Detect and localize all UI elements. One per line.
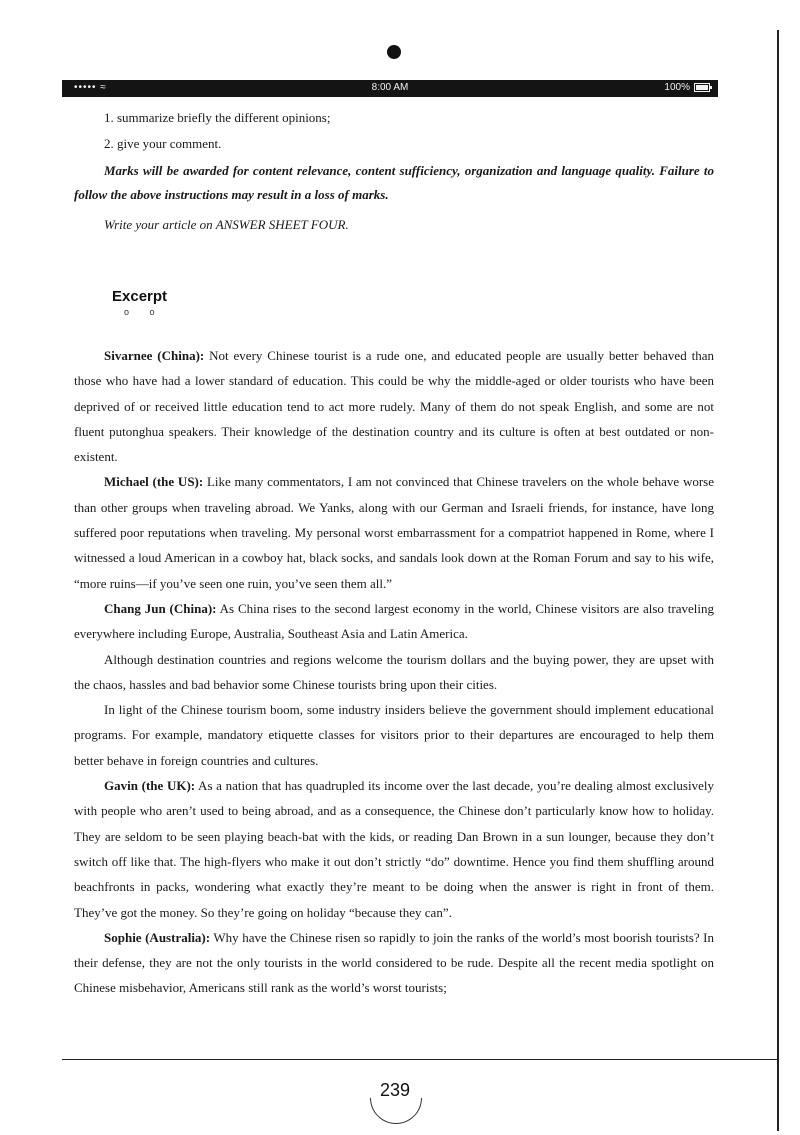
speaker-name: Sophie (Australia):: [104, 929, 211, 945]
status-bar: [62, 80, 718, 97]
footer-rule: [62, 1059, 779, 1060]
opinion-paragraph: [74, 343, 714, 469]
opinion-paragraph: [74, 925, 714, 1001]
battery-percent: 100%: [664, 82, 690, 93]
opinion-paragraph: [74, 469, 714, 595]
speaker-name: Gavin (the UK):: [104, 778, 196, 794]
excerpt-title: Excerpt: [112, 288, 168, 305]
opinion-paragraph: [74, 697, 714, 773]
camera-dot: [387, 45, 401, 59]
opinion-text: As China rises to the second largest economy in the world, Chinese visitors are also traveling everywhere including Europe, Australia, Southeast Asia and Latin America.: [74, 600, 714, 642]
excerpt-heading: [112, 288, 167, 317]
task-instructions: [74, 105, 714, 237]
speaker-name: Michael (the US):: [104, 474, 204, 490]
speaker-name: Sivarnee (China):: [104, 348, 205, 363]
battery-icon: [694, 83, 710, 92]
opinion-text: Why have the Chinese risen so rapidly to join the ranks of the world’s most boorish tourists? In their defense, they are not the only tourists in the world considered to be rude. Despite all the recent media spotlight on Chinese misbehavior, Americans still rank as the world’s worst tourists;: [74, 929, 715, 996]
excerpt-dots: o o: [124, 307, 164, 317]
status-time: 8:00 AM: [371, 82, 409, 93]
opinion-text: As a nation that has quadrupled its income over the last decade, you’re dealing almost exclusively with people who aren’t used to being abroad, and as a consequence, the Chinese don’t particularly know how to holiday. They are seldom to be seen playing beach-bat with the kids, or reading Dan Brown in a sun lounger, because they don’t switch off like that. The high-flyers who make it out don’t strictly “do” downtime. Hence you find them shuffling around beachfronts in packs, wondering what exactly they’re meant to be doing when the answer is right in front of them. They’ve got the money. So they’re going on holiday “because they can”.: [74, 778, 714, 920]
signal-indicator: ••••• ≈: [74, 82, 107, 93]
opinion-text: Although destination countries and regions welcome the tourism dollars and the buying power, they are upset with the chaos, hassles and bad behavior some Chinese tourists bring upon their cities.: [74, 651, 714, 692]
page-number: 239: [379, 1080, 411, 1100]
opinions-list: [74, 343, 714, 1001]
speaker-name: Chang Jun (China):: [104, 600, 217, 616]
opinion-text: Like many commentators, I am not convinced that Chinese travelers on the whole behave worse than other groups when traveling abroad. We Yanks, along with our German and Israeli friends, for instance, have long suffered poor reputations when traveling. My personal worst embarrassment for a compatriot happened in Rome, where I witnessed a loud American in a cowboy hat, black socks, and sandals look down at the Roman Forum and say to his wife, “more ruins—if you’ve seen one ruin, you’ve seen them all.”: [74, 474, 715, 591]
opinion-paragraph: [74, 596, 714, 647]
instruction-item: 2. give your comment.: [104, 136, 222, 151]
opinion-paragraph: [74, 773, 714, 925]
battery-status: [664, 82, 710, 93]
page-edge-rule: [777, 30, 779, 1131]
opinion-paragraph: [74, 647, 714, 698]
opinion-text: In light of the Chinese tourism boom, some industry insiders believe the government should implement educational programs. For example, mandatory etiquette classes for visitors prior to their departures are encouraged to help them better behave in foreign countries and cultures.: [74, 702, 714, 768]
instruction-item: 1. summarize briefly the different opinions;: [104, 110, 331, 125]
answer-sheet-note: Write your article on ANSWER SHEET FOUR.: [104, 217, 349, 232]
opinion-text: Not every Chinese tourist is a rude one, and educated people are usually better behaved than those who have had a lower standard of education. This could be why the middle-aged or older tourists who have been deprived of or received little education tend to act more rudely. Many of them do not speak English, and some are not fluent putonghua speakers. Their knowledge of the destination country and its culture is often at best outdated or non-existent.: [74, 348, 714, 465]
marks-note: Marks will be awarded for content relevance, content sufficiency, organization and language quality. Failure to follow the above instructions may result in a loss of marks.: [74, 163, 714, 202]
